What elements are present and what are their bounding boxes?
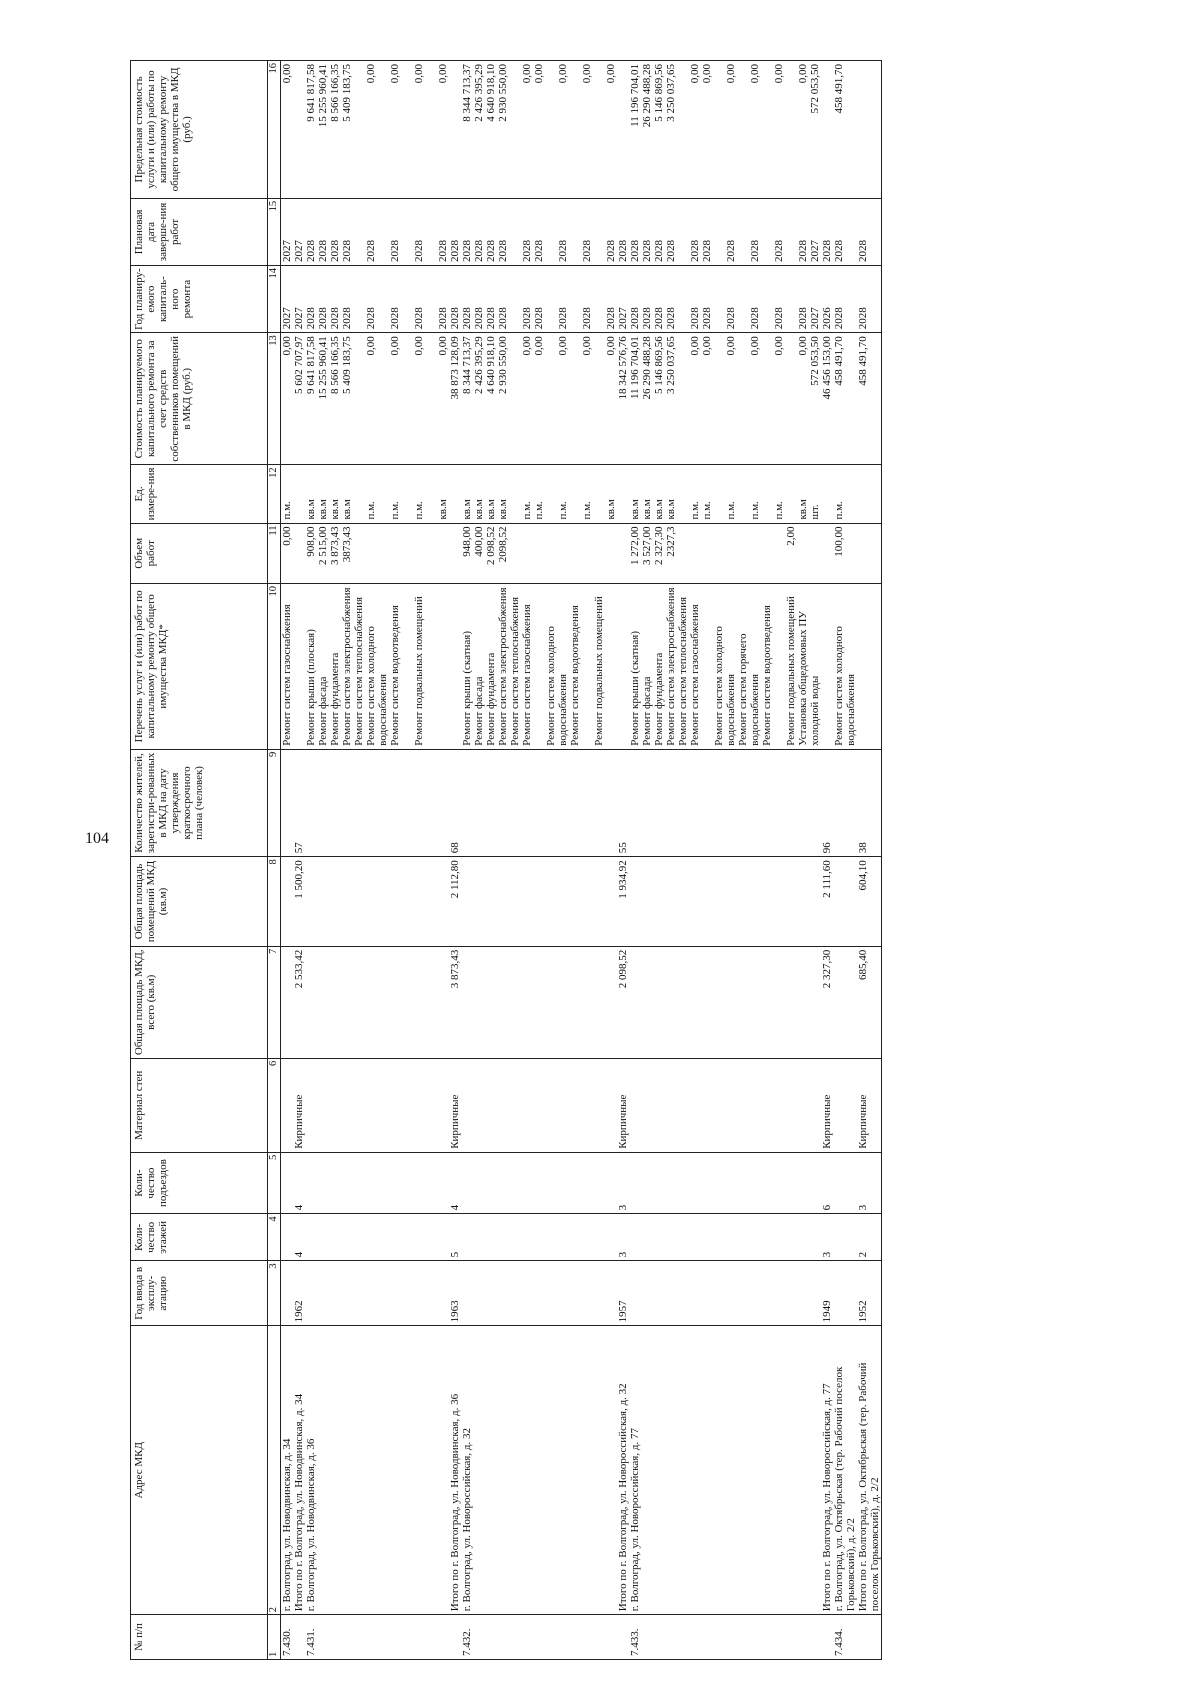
cell-end-date: 2028 [857, 198, 882, 265]
cell-residents: 96 [821, 749, 833, 856]
cell-floors: 5 [449, 1214, 461, 1261]
cell-cost: 458 491,70 [833, 333, 857, 465]
column-number: 13 [268, 333, 281, 465]
cell-volume [857, 523, 882, 583]
total-row [617, 61, 629, 1660]
cell-year: 1957 [617, 1261, 629, 1326]
cell-floors: 2 [857, 1214, 882, 1261]
cell-area-total [461, 946, 617, 1058]
cell-unit [617, 465, 629, 523]
cell-walls [305, 1058, 449, 1152]
cell-walls: Кирпичные [821, 1058, 833, 1152]
cell-area-rooms: 2 112,80 [449, 857, 461, 947]
cell-area-rooms: 1 934,92 [617, 857, 629, 947]
cell-area-rooms [281, 857, 294, 947]
column-header: Год планиру-емого капиталь-ного ремонта [131, 266, 268, 333]
cell-volume [293, 523, 305, 583]
cell-entrances: 4 [449, 1152, 461, 1214]
cell-unit [857, 465, 882, 523]
cell-cost: 38 873 128,09 [449, 333, 461, 465]
cell-works [821, 584, 833, 750]
cell-walls [629, 1058, 821, 1152]
cell-works [857, 584, 882, 750]
cell-no: 7.431. [305, 1615, 449, 1660]
cell-year [833, 1261, 857, 1326]
cell-unit: кв.м кв.м кв.м кв.м п.м. п.м. п.м. п.м. кв.м [461, 465, 617, 523]
cell-year: 1963 [449, 1261, 461, 1326]
cell-volume: 0,00 [281, 523, 294, 583]
cell-area-rooms [461, 857, 617, 947]
cell-address: г. Волгоград, ул. Новодвинская, д. 34 [281, 1326, 294, 1615]
page-number: 104 [85, 830, 109, 847]
cell-address: Итого по г. Волгоград, ул. Новороссийская, д. 77 [821, 1326, 833, 1615]
cell-works [449, 584, 461, 750]
cell-cost: 0,00 [281, 333, 294, 465]
rotated-table-sheet [130, 60, 1138, 1660]
cell-end-date: 2028 2028 2028 2028 2028 2028 2028 2028 2028 2028 2027 [629, 198, 821, 265]
cell-cost: 8 344 713,37 2 426 395,29 4 640 918,10 2 930 550,00 0,00 0,00 0,00 0,00 0,00 [461, 333, 617, 465]
cell-cost: 458 491,70 [857, 333, 882, 465]
table-row [461, 61, 617, 1660]
total-row [857, 61, 882, 1660]
cell-max-cost: 0,00 [281, 61, 294, 199]
column-number: 15 [268, 198, 281, 265]
cell-plan-year: 2028 [449, 266, 461, 333]
cell-works: Ремонт крыши (скатная) Ремонт фасада Ремонт фундамента Ремонт систем электроснабжения Ремонт систем теплоснабжения Ремонт систем газоснабжения Ремонт систем холодного водоснабжения Ремонт систем горячего водоснабжения Ремонт систем водоотведения Ремонт подвальных помещений Установка общедомовых ПУ холодной воды [629, 584, 821, 750]
cell-area-total [629, 946, 821, 1058]
cell-max-cost [821, 61, 833, 199]
cell-area-rooms [305, 857, 449, 947]
cell-year: 1949 [821, 1261, 833, 1326]
cell-area-total: 3 873,43 [449, 946, 461, 1058]
cell-walls: Кирпичные [617, 1058, 629, 1152]
cell-year: 1952 [857, 1261, 882, 1326]
cell-area-total [305, 946, 449, 1058]
column-header: Материал стен [131, 1058, 268, 1152]
cell-end-date: 2028 2028 2028 2028 2028 2028 2028 2028 2028 [461, 198, 617, 265]
cell-unit [293, 465, 305, 523]
cell-residents: 55 [617, 749, 629, 856]
column-header: Коли-чество подъездов [131, 1152, 268, 1214]
cell-residents [833, 749, 857, 856]
cell-walls [281, 1058, 294, 1152]
cell-floors: 3 [821, 1214, 833, 1261]
cell-works: Ремонт крыши (скатная) Ремонт фасада Ремонт фундамента Ремонт систем электроснабжения Ремонт систем теплоснабжения Ремонт систем газоснабжения Ремонт систем холодного водоснабжения Ремонт систем водоотведения Ремонт подвальных помещений [461, 584, 617, 750]
column-number: 4 [268, 1214, 281, 1261]
cell-floors [461, 1214, 617, 1261]
cell-no [821, 1615, 833, 1660]
column-number: 6 [268, 1058, 281, 1152]
table-row [305, 61, 449, 1660]
cell-volume [821, 523, 833, 583]
column-number: 11 [268, 523, 281, 583]
cell-max-cost [449, 61, 461, 199]
cell-works: Ремонт систем газоснабжения [281, 584, 294, 750]
cell-year [305, 1261, 449, 1326]
cell-works [617, 584, 629, 750]
cell-area-rooms [629, 857, 821, 947]
column-header: Коли-чество этажей [131, 1214, 268, 1261]
table-body [281, 61, 882, 1660]
cell-no [449, 1615, 461, 1660]
cell-floors: 3 [617, 1214, 629, 1261]
cell-no [857, 1615, 882, 1660]
cell-area-rooms [833, 857, 857, 947]
column-header: Предельная стоимость услуги и (или) работы по капитальному ремонту общего имущества в МКД (руб.) [131, 61, 268, 199]
total-row [449, 61, 461, 1660]
cell-cost: 11 196 704,01 26 290 488,28 5 146 869,56 3 250 037,65 0,00 0,00 0,00 0,00 0,00 0,00 572 053,50 [629, 333, 821, 465]
cell-entrances [281, 1152, 294, 1214]
cell-max-cost [857, 61, 882, 199]
cell-cost: 18 342 576,76 [617, 333, 629, 465]
column-header: Ед. измере-ния [131, 465, 268, 523]
cell-unit [821, 465, 833, 523]
cell-floors [281, 1214, 294, 1261]
column-number: 9 [268, 749, 281, 856]
cell-plan-year: 2027 [617, 266, 629, 333]
column-header: Количество жителей, зарегистри-рованных в МКД на дату утверждения краткосрочного плана (человек) [131, 749, 268, 856]
cell-no: 7.430. [281, 1615, 294, 1660]
repair-plan-table [130, 60, 882, 1660]
cell-end-date: 2027 [281, 198, 294, 265]
column-header: Адрес МКД [131, 1326, 268, 1615]
cell-works [293, 584, 305, 750]
cell-entrances: 3 [617, 1152, 629, 1214]
cell-works: Ремонт систем холодного водоснабжения [833, 584, 857, 750]
table-row [629, 61, 821, 1660]
cell-entrances [305, 1152, 449, 1214]
cell-address: Итого по г. Волгоград, ул. Новороссийская, д. 32 [617, 1326, 629, 1615]
cell-area-total: 2 533,42 [293, 946, 305, 1058]
cell-unit: п.м. [281, 465, 294, 523]
cell-cost: 46 456 153,00 [821, 333, 833, 465]
table-row [281, 61, 294, 1660]
total-row [293, 61, 305, 1660]
cell-area-rooms: 604,10 [857, 857, 882, 947]
cell-no: 7.432. [461, 1615, 617, 1660]
column-number: 2 [268, 1326, 281, 1615]
cell-address: г. Волгоград, ул. Новороссийская, д. 32 [461, 1326, 617, 1615]
column-number: 12 [268, 465, 281, 523]
cell-entrances: 4 [293, 1152, 305, 1214]
cell-plan-year: 2028 [857, 266, 882, 333]
cell-residents [461, 749, 617, 856]
column-header: Общая площадь помещений МКД (кв.м) [131, 857, 268, 947]
cell-unit: кв.м кв.м кв.м кв.м п.м. п.м. п.м. кв.м [305, 465, 449, 523]
cell-no [293, 1615, 305, 1660]
cell-unit: п.м. [833, 465, 857, 523]
cell-walls: Кирпичные [293, 1058, 305, 1152]
cell-max-cost: 8 344 713,37 2 426 395,29 4 640 918,10 2 930 550,00 0,00 0,00 0,00 0,00 0,00 [461, 61, 617, 199]
column-header: Перечень услуг и (или) работ по капитальному ремонту общего имущества МКД* [131, 584, 268, 750]
cell-walls: Кирпичные [449, 1058, 461, 1152]
cell-address: г. Волгоград, ул. Новодвинская, д. 36 [305, 1326, 449, 1615]
cell-end-date: 2027 [293, 198, 305, 265]
cell-area-total: 685,40 [857, 946, 882, 1058]
cell-cost: 9 641 817,58 15 255 960,41 8 566 166,35 5 409 183,75 0,00 0,00 0,00 0,00 [305, 333, 449, 465]
cell-entrances [629, 1152, 821, 1214]
column-number-row [268, 61, 281, 1660]
cell-area-total: 2 327,30 [821, 946, 833, 1058]
cell-residents: 68 [449, 749, 461, 856]
cell-floors [833, 1214, 857, 1261]
cell-area-total [281, 946, 294, 1058]
cell-address: Итого по г. Волгоград, ул. Октябрьская (тер. Рабочий поселок Горьковский), д. 2/2 [857, 1326, 882, 1615]
column-number: 5 [268, 1152, 281, 1214]
column-number: 1 [268, 1615, 281, 1660]
total-row [821, 61, 833, 1660]
cell-max-cost [293, 61, 305, 199]
cell-plan-year: 2028 2028 2028 2028 2028 2028 2028 2028 2028 2028 2027 [629, 266, 821, 333]
cell-area-rooms: 2 111,60 [821, 857, 833, 947]
cell-floors [629, 1214, 821, 1261]
cell-volume [449, 523, 461, 583]
cell-unit [449, 465, 461, 523]
cell-entrances [833, 1152, 857, 1214]
column-number: 16 [268, 61, 281, 199]
column-number: 8 [268, 857, 281, 947]
column-header: Общая площадь МКД, всего (кв.м) [131, 946, 268, 1058]
cell-volume: 100,00 [833, 523, 857, 583]
column-number: 7 [268, 946, 281, 1058]
cell-plan-year: 2028 2028 2028 2028 2028 2028 2028 2028 [305, 266, 449, 333]
cell-residents [281, 749, 294, 856]
cell-entrances [461, 1152, 617, 1214]
cell-volume: 948,00 400,00 2 098,52 2098,52 [461, 523, 617, 583]
column-header: Объем работ [131, 523, 268, 583]
cell-end-date: 2028 2028 2028 2028 2028 2028 2028 2028 [305, 198, 449, 265]
cell-walls: Кирпичные [857, 1058, 882, 1152]
cell-works: Ремонт крыши (плоская) Ремонт фасада Ремонт фундамента Ремонт систем электроснабжения Ремонт систем теплоснабжения Ремонт систем холодного водоснабжения Ремонт систем водоотведения Ремонт подвальных помещений [305, 584, 449, 750]
cell-address: Итого по г. Волгоград, ул. Новодвинская, д. 36 [449, 1326, 461, 1615]
cell-end-date: 2028 [617, 198, 629, 265]
cell-entrances: 3 [857, 1152, 882, 1214]
cell-address: Итого по г. Волгоград, ул. Новодвинская, д. 34 [293, 1326, 305, 1615]
cell-no [617, 1615, 629, 1660]
cell-walls [833, 1058, 857, 1152]
cell-no: 7.433. [629, 1615, 821, 1660]
cell-plan-year: 2027 [281, 266, 294, 333]
cell-volume [617, 523, 629, 583]
column-header: Год ввода в эксплу-атацию [131, 1261, 268, 1326]
cell-plan-year: 2026 [821, 266, 833, 333]
cell-year [281, 1261, 294, 1326]
cell-residents: 38 [857, 749, 882, 856]
cell-walls [461, 1058, 617, 1152]
table-row [833, 61, 857, 1660]
header-row [131, 61, 268, 1660]
cell-residents [305, 749, 449, 856]
cell-end-date: 2028 [449, 198, 461, 265]
cell-plan-year: 2027 [293, 266, 305, 333]
cell-area-rooms: 1 500,20 [293, 857, 305, 947]
column-header: № п/п [131, 1615, 268, 1660]
cell-volume: 1 272,00 3 527,00 2 327,30 2327,3 2,00 [629, 523, 821, 583]
cell-floors: 4 [293, 1214, 305, 1261]
cell-end-date: 2028 [821, 198, 833, 265]
cell-max-cost [617, 61, 629, 199]
cell-max-cost: 458 491,70 [833, 61, 857, 199]
cell-no: 7.434. [833, 1615, 857, 1660]
cell-cost: 5 602 707,97 [293, 333, 305, 465]
cell-area-total [833, 946, 857, 1058]
cell-residents [629, 749, 821, 856]
column-number: 14 [268, 266, 281, 333]
column-header: Плановая дата заверше-ния работ [131, 198, 268, 265]
cell-plan-year: 2028 [833, 266, 857, 333]
cell-volume: 908,00 2 515,00 3 873,43 3873,43 [305, 523, 449, 583]
cell-entrances: 6 [821, 1152, 833, 1214]
cell-floors [305, 1214, 449, 1261]
cell-year [461, 1261, 617, 1326]
column-number: 10 [268, 584, 281, 750]
cell-plan-year: 2028 2028 2028 2028 2028 2028 2028 2028 2028 [461, 266, 617, 333]
cell-max-cost: 9 641 817,58 15 255 960,41 8 566 166,35 5 409 183,75 0,00 0,00 0,00 0,00 [305, 61, 449, 199]
cell-year [629, 1261, 821, 1326]
column-header: Стоимость планируемого капитального ремонта за счет средств собственников помещений в МКД (руб.) [131, 333, 268, 465]
cell-end-date: 2028 [833, 198, 857, 265]
cell-area-total: 2 098,52 [617, 946, 629, 1058]
cell-residents: 57 [293, 749, 305, 856]
cell-address: г. Волгоград, ул. Новороссийская, д. 77 [629, 1326, 821, 1615]
cell-max-cost: 11 196 704,01 26 290 488,28 5 146 869,56 3 250 037,65 0,00 0,00 0,00 0,00 0,00 0,00 572 053,50 [629, 61, 821, 199]
cell-year: 1962 [293, 1261, 305, 1326]
cell-unit: кв.м кв.м кв.м кв.м п.м. п.м. п.м. п.м. п.м. кв.м шт. [629, 465, 821, 523]
column-number: 3 [268, 1261, 281, 1326]
cell-address: г. Волгоград, ул. Октябрьская (тер. Рабочий поселок Горьковский), д. 2/2 [833, 1326, 857, 1615]
